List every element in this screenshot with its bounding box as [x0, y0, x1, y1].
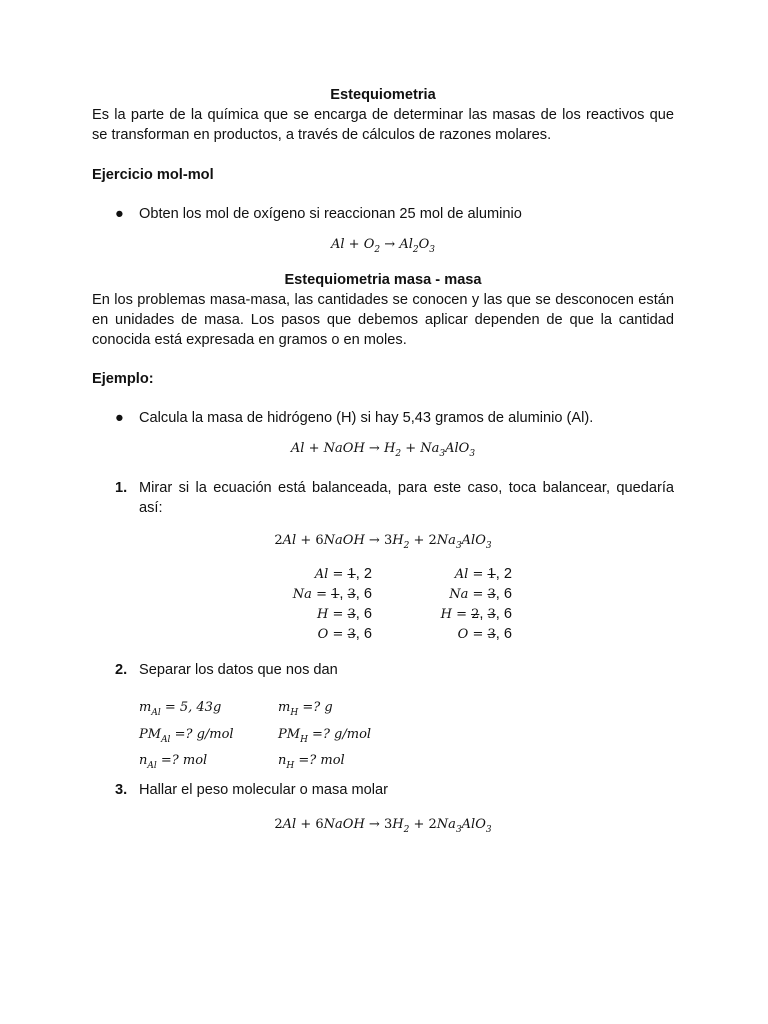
balance-row-left: Na = 1, 3, 6	[292, 586, 372, 602]
step-3-text: Hallar el peso molecular o masa molar	[139, 782, 389, 798]
mass-al: $m_{Al} = 5$, 43g	[139, 700, 222, 718]
example-text: Calcula la masa de hidrógeno (H) si hay 5,43 gramos de aluminio (Al).	[139, 410, 594, 426]
step-3	[92, 780, 674, 800]
balance-left-column	[272, 564, 372, 644]
equation-al-o2: $Al + O_2 \to Al_2O_3$	[330, 237, 435, 255]
step-number: 2.	[115, 662, 128, 678]
step-2-text: Separar los datos que nos dan	[139, 662, 338, 678]
exercise-text: Obten los mol de oxígeno si reaccionan 25 mol de aluminio	[139, 206, 522, 222]
given-data	[92, 698, 674, 778]
pm-h: $PM_H$ =? g/mol	[278, 727, 372, 745]
moles-h: $n_H$ =? mol	[278, 753, 345, 771]
step-1-text: Mirar si la ecuación está balanceada, para este caso, toca balancear, quedaría así:	[139, 480, 674, 516]
document-page	[92, 85, 674, 844]
mass-h: $m_H$ =? g	[278, 700, 333, 718]
balance-row-right: H = 2, 3, 6	[440, 606, 512, 622]
masa-masa-paragraph: En los problemas masa-masa, las cantidades se conocen y las que se desconocen están en unidades de masa. Los pasos que debemos aplicar dependen de que la cantidad conocida está expresada en gramos o en moles.	[92, 292, 674, 348]
bullet-dot: ●	[115, 206, 124, 222]
balance-row-left: Al = 1, 2	[314, 566, 372, 582]
page-title: Estequiometria	[330, 87, 436, 103]
balance-row-right: Na = 3, 6	[449, 586, 512, 602]
balanced-equation: 2Al + 6NaOH → $3H_2 + 2Na_3AlO_3$	[274, 533, 492, 551]
moles-al: $n_{Al}$ =? mol	[139, 753, 208, 771]
equation-al-naoh: Al + NaOH → $H_2 + Na_3AlO_3$	[290, 441, 476, 459]
exercise-bullet	[92, 204, 674, 224]
pm-al: $PM_{Al}$ =? g/mol	[139, 727, 234, 745]
step-number: 1.	[115, 480, 128, 496]
balance-row-left: H = 3, 6	[316, 606, 372, 622]
section-heading-mol-mol: Ejercicio mol-mol	[92, 167, 214, 183]
example-bullet	[92, 408, 674, 428]
step-2	[92, 660, 674, 680]
step-1	[92, 478, 674, 518]
balance-row-right: O = 3, 6	[457, 626, 512, 642]
bullet-dot: ●	[115, 410, 124, 426]
step-number: 3.	[115, 782, 128, 798]
example-label: Ejemplo:	[92, 371, 154, 387]
balanced-equation-repeat: 2Al + 6NaOH → $3H_2 + 2Na_3AlO_3$	[274, 817, 492, 835]
balance-row-right: Al = 1, 2	[454, 566, 512, 582]
balance-right-column	[412, 564, 512, 644]
balance-row-left: O = 3, 6	[317, 626, 372, 642]
intro-paragraph: Es la parte de la química que se encarga de determinar las masas de los reactivos que se transforman en productos, a través de cálculos de razones molares.	[92, 107, 674, 143]
section-heading-masa-masa: Estequiometria masa - masa	[284, 272, 482, 288]
balance-check	[92, 560, 674, 652]
